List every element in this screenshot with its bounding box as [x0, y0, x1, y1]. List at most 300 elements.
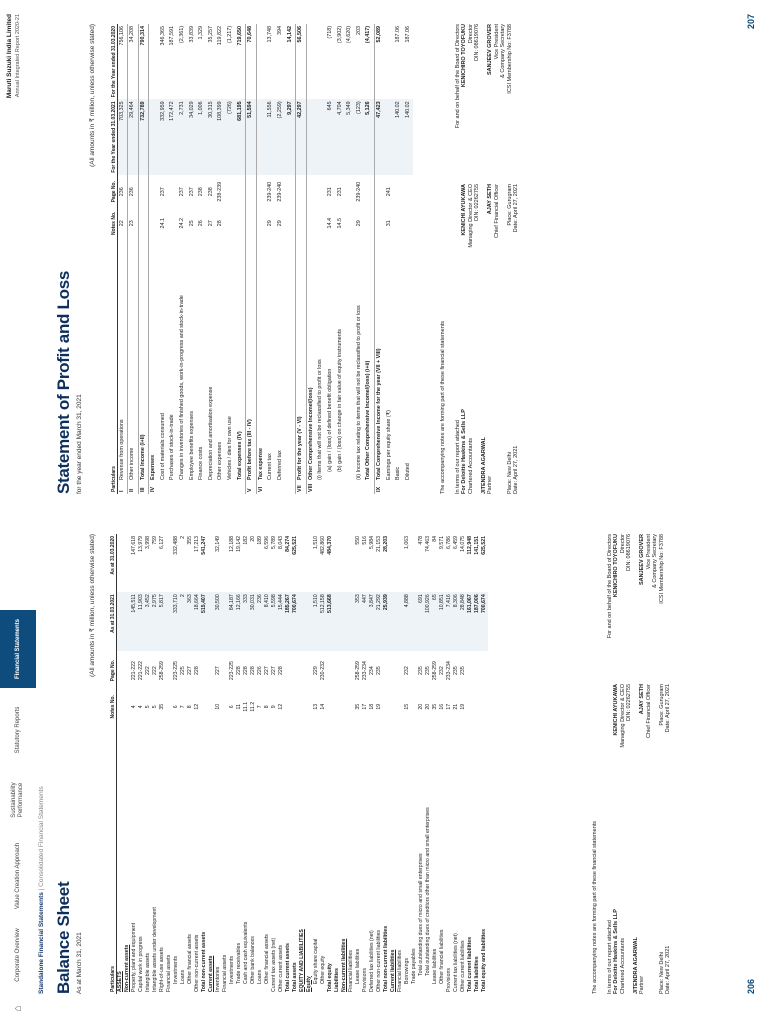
- pl-label: (i) Items that will not be reclassified to profit or loss: [317, 359, 324, 480]
- bs-page-cell: 226: [256, 666, 263, 675]
- bs-row: [460, 534, 467, 994]
- pl-label: Revenue from operations: [118, 419, 125, 480]
- bs-row: [194, 534, 201, 994]
- pl-signatures: [455, 24, 545, 494]
- pl-notes-cell: 24.2: [179, 218, 186, 229]
- bs-current-year-cell: 7,416: [446, 592, 453, 650]
- pl-notes-cell: 25: [188, 220, 195, 227]
- bs-previous-year-cell: 1,510: [312, 536, 319, 549]
- bs-page-cell: 228: [277, 666, 284, 675]
- bs-col-2021: As at 31.03.2021: [102, 592, 116, 650]
- pl-particulars-cell: [188, 238, 198, 494]
- bs-previous-year-cell: 141,151: [473, 536, 480, 555]
- pl-label: (b) gain / (loss) on change in fair value of equity instruments: [336, 329, 343, 472]
- bs-previous-year-cell: 478: [417, 536, 424, 545]
- breadcrumb-standalone[interactable]: Standalone Financial Statements: [38, 892, 45, 994]
- pl-label: Total Other Comprehensive Income/(loss) (i+ii): [365, 360, 372, 480]
- bs-notes-cell: 18: [368, 703, 375, 710]
- pl-row: [159, 24, 169, 494]
- bs-notes-cell: [201, 691, 208, 723]
- pl-label: Finance costs: [198, 446, 205, 480]
- bs-current-year-cell: 28,848: [460, 592, 467, 650]
- bs-previous-year-cell: 13,979: [137, 536, 144, 552]
- bs-notes-cell: 14: [319, 703, 326, 710]
- bs-previous-year-cell: 484,370: [326, 536, 333, 555]
- bs-particulars-cell: [474, 723, 481, 994]
- pl-notes-cell: 22: [117, 209, 128, 238]
- bs-previous-year-cell: 6,786: [445, 536, 452, 549]
- profit-loss-title: Statement of Profit and Loss: [54, 270, 73, 494]
- bs-particulars-cell: [257, 723, 264, 994]
- profit-loss-header-row: [102, 24, 117, 494]
- pl-notes-cell: 29: [277, 220, 283, 227]
- pl-label: Total expenses (IV): [236, 431, 243, 480]
- pl-page-cell: [345, 175, 355, 209]
- bs-current-year-cell: 513,668: [327, 592, 334, 650]
- bs-notes-cell: [166, 691, 173, 723]
- pl-previous-year-cell: 33,839: [188, 26, 195, 43]
- bs-current-year-cell: 236: [257, 592, 264, 650]
- bs-row: [292, 534, 299, 994]
- bs-row: [348, 534, 355, 994]
- bs-current-year-cell: [166, 592, 173, 650]
- bs-notes-cell: 9: [270, 705, 277, 709]
- bs-row: [264, 534, 271, 994]
- bs-page-cell: 221-222: [130, 661, 137, 681]
- signature-line: SANJEEV GROVER: [487, 24, 493, 76]
- bs-current-year-cell: 333,710: [173, 592, 180, 650]
- bs-row: [243, 534, 250, 994]
- bs-label: Financial assets: [221, 954, 228, 992]
- bs-current-year-cell: [124, 592, 131, 650]
- pl-previous-year-cell: [306, 24, 316, 99]
- bs-notes-cell: [208, 691, 215, 723]
- bs-particulars-cell: [397, 723, 404, 994]
- bs-label: EQUITY AND LIABILITIES: [298, 929, 305, 992]
- bs-row: [383, 534, 390, 994]
- pl-page-cell: 237: [159, 187, 166, 197]
- pl-notes-cell: 23: [128, 209, 139, 238]
- bs-previous-year-cell: 6,459: [452, 536, 459, 549]
- pl-previous-year-cell: 187.06: [404, 26, 411, 43]
- signature-line: DIN: 08619076: [474, 24, 480, 61]
- signature-line: & Company Secretary: [652, 534, 658, 588]
- bs-current-year-cell: 187,006: [474, 592, 481, 650]
- pl-row: [306, 24, 316, 494]
- bs-notes-cell: 19: [459, 703, 466, 710]
- bs-row: [159, 534, 166, 994]
- bs-page-cell: [474, 651, 481, 691]
- pl-particulars-cell: [266, 238, 276, 494]
- bs-current-year-cell: [411, 592, 418, 650]
- bs-label: Total equity and liabilities: [480, 928, 487, 992]
- bs-previous-year-cell: 6,596: [263, 536, 270, 549]
- pl-label: Expenses: [150, 454, 157, 480]
- bs-notes-cell: 5: [151, 705, 158, 709]
- pl-row: [276, 24, 286, 494]
- signature-line: For Deloitte Haskins & Sells LLP: [613, 909, 619, 994]
- bs-page-cell: 227: [186, 666, 193, 675]
- pl-previous-year-cell: 1,329: [198, 26, 205, 40]
- bs-notes-cell: 10: [214, 703, 221, 710]
- bs-page-cell: 223-225: [228, 661, 235, 681]
- bs-previous-year-cell: 482,860: [319, 536, 326, 555]
- bs-current-year-cell: [341, 592, 348, 650]
- pl-row: [374, 24, 384, 494]
- bs-current-year-cell: 700,674: [481, 592, 488, 650]
- bs-particulars-cell: [166, 723, 173, 994]
- bs-row: [362, 534, 369, 994]
- pl-label: Diluted: [404, 463, 411, 480]
- signature-line: Place: New Delhi: [506, 452, 513, 494]
- pl-page-cell: [316, 175, 326, 209]
- bs-current-year-cell: 333: [243, 592, 250, 650]
- bs-page-cell: 229: [312, 666, 319, 675]
- signature-line: Partner: [487, 475, 493, 494]
- pl-row: [404, 24, 414, 494]
- pl-notes-cell: [296, 209, 307, 238]
- bs-label: Other non-current liabilities: [375, 930, 382, 992]
- signature-line: ICSI Membership No: F3788: [658, 534, 665, 604]
- bs-particulars-cell: [369, 723, 376, 994]
- bs-notes-cell: 4: [130, 705, 137, 709]
- pl-page-cell: [256, 175, 266, 209]
- bs-label: Non-current liabilities: [340, 938, 347, 992]
- bs-label: Non-current assets: [123, 944, 130, 992]
- pl-particulars-cell: [326, 238, 336, 494]
- bs-current-year-cell: 100,926: [425, 592, 432, 650]
- signature-line: Chartered Accountants: [467, 438, 474, 494]
- bs-page-cell: [481, 651, 488, 691]
- bs-notes-cell: [334, 691, 341, 723]
- signature-line: Partner: [639, 975, 645, 994]
- pl-notes-cell: [149, 209, 159, 238]
- breadcrumb-consolidated[interactable]: Consolidated Financial Statements: [38, 786, 45, 887]
- pl-previous-year-cell: (4,620): [346, 26, 353, 44]
- nav-statutory-reports[interactable]: Statutory Reports: [14, 706, 21, 754]
- bs-page-cell: 225: [179, 666, 186, 675]
- pl-notes-cell: 14.4: [326, 218, 333, 229]
- bs-notes-cell: [481, 691, 488, 723]
- pl-notes-cell: [345, 209, 355, 238]
- bs-particulars-cell: [411, 723, 418, 994]
- bs-particulars-cell: [124, 723, 131, 994]
- bs-particulars-cell: [320, 723, 327, 994]
- pl-previous-year-cell: 756,106: [117, 24, 128, 99]
- bs-label: Capital work in progress: [137, 936, 144, 992]
- balance-sheet-section: [54, 534, 96, 994]
- bs-row: [166, 534, 173, 994]
- bs-particulars-cell: [313, 723, 320, 994]
- bs-row: [145, 534, 152, 994]
- bs-label: Intangible assets: [144, 953, 151, 992]
- bs-page-cell: 258-259: [431, 661, 438, 681]
- bs-row: [215, 534, 222, 994]
- pl-col-2021: For the Year ended 31.03.2021: [102, 99, 117, 174]
- bs-previous-year-cell: 20: [249, 536, 256, 542]
- pl-notes-cell: [138, 209, 149, 238]
- pl-current-year-cell: 140.02: [404, 99, 414, 174]
- pl-particulars-cell: [355, 238, 365, 494]
- pl-row: [128, 24, 139, 494]
- bs-page-cell: 228: [235, 666, 242, 675]
- signature-line: Director: [467, 24, 474, 44]
- bs-current-year-cell: 8,306: [453, 592, 460, 650]
- pl-previous-year-cell: 790,314: [138, 24, 149, 99]
- signature-line: DIN: 02262755: [474, 184, 480, 221]
- pl-row: [256, 24, 266, 494]
- pl-previous-year-cell: 119,822: [217, 26, 224, 46]
- bs-current-year-cell: [299, 592, 306, 650]
- bs-previous-year-cell: 189: [256, 536, 263, 545]
- pl-notes-cell: 28: [217, 220, 224, 227]
- bs-page-cell: 258-259: [158, 661, 165, 681]
- pl-notes-cell: [286, 209, 296, 238]
- pl-row: [345, 24, 355, 494]
- bs-notes-cell: 6: [172, 705, 179, 709]
- signature-line: AJAY SETH: [487, 184, 493, 215]
- pl-page-cell: 239-240: [277, 181, 283, 202]
- pl-row: [316, 24, 326, 494]
- bs-page-cell: [341, 651, 348, 691]
- pl-current-year-cell: 140.02: [394, 99, 404, 174]
- balance-sheet-body: [116, 534, 488, 994]
- bs-notes-cell: 16: [438, 703, 445, 710]
- bs-particulars-cell: [432, 723, 439, 994]
- bs-previous-year-cell: 147,618: [130, 536, 137, 555]
- bs-notes-cell: 17: [445, 703, 452, 710]
- bs-notes-cell: 7: [179, 705, 186, 709]
- bs-label: Other current assets: [277, 945, 284, 992]
- pl-roman-numeral: VIII: [307, 483, 314, 492]
- bs-page-cell: 234: [368, 666, 375, 675]
- pl-particulars-cell: [256, 238, 266, 494]
- pl-label: Total Income (I+II): [139, 434, 146, 480]
- bs-notes-cell: 11: [235, 704, 242, 710]
- bs-label: Total non-current assets: [200, 931, 207, 992]
- pl-particulars-cell: [336, 238, 346, 494]
- bs-notes-cell: 20: [417, 703, 424, 710]
- bs-notes-cell: [306, 691, 313, 723]
- pl-label: Other expenses: [217, 441, 224, 480]
- bs-row: [320, 534, 327, 994]
- bs-label: Current tax liabilities (net): [452, 933, 459, 992]
- bs-previous-year-cell: [166, 534, 173, 592]
- pl-row: [226, 24, 236, 494]
- bs-current-year-cell: 515,407: [201, 592, 208, 650]
- bs-row: [418, 534, 425, 994]
- bs-label: Loans: [179, 969, 186, 984]
- nav-corporate-overview[interactable]: Corporate Overview: [14, 928, 21, 982]
- pl-notes-cell: [246, 209, 257, 238]
- bs-label: Inventories: [214, 966, 221, 992]
- bs-label: Current assets: [207, 955, 214, 992]
- bs-particulars-cell: [250, 723, 257, 994]
- bs-notes-cell: [292, 691, 299, 723]
- pl-page-cell: [286, 175, 296, 209]
- balance-sheet-amounts-note: (All amounts in ₹ million, unless otherwise stated): [89, 534, 96, 677]
- signature-line: Chartered Accountants: [619, 938, 626, 994]
- pl-row: [207, 24, 217, 494]
- signature-line: Managing Director & CEO: [619, 684, 626, 748]
- signature-line: KENICHI AYUKAWA: [613, 684, 619, 736]
- nav-sustainability[interactable]: Sustainability Performance: [11, 782, 24, 818]
- pl-page-cell: 231: [336, 187, 343, 197]
- bs-current-year-cell: 145,511: [131, 592, 138, 650]
- pl-row: [197, 24, 207, 494]
- bs-particulars-cell: [236, 723, 243, 994]
- pl-current-year-cell: [306, 99, 316, 174]
- bs-particulars-cell: [229, 723, 236, 994]
- bs-notes-cell: 21: [452, 703, 459, 710]
- pl-particulars-cell: [345, 238, 355, 494]
- home-icon[interactable]: ⌂: [12, 1005, 24, 1012]
- bs-notes-cell: 8: [186, 705, 193, 709]
- bs-page-cell: [285, 651, 292, 691]
- bs-particulars-cell: [278, 723, 285, 994]
- bs-label: Total current liabilities: [466, 937, 473, 992]
- bs-signatures: [607, 534, 697, 994]
- pl-particulars-cell: [385, 238, 395, 494]
- pl-current-year-cell: 29,464: [128, 99, 139, 174]
- bs-label: Other financial liabilities: [438, 929, 445, 984]
- bs-label: Intangible assets under development: [151, 907, 158, 992]
- bs-row: [250, 534, 257, 994]
- bs-row: [222, 534, 229, 994]
- bs-row: [467, 534, 474, 994]
- bs-sign-management: [607, 684, 672, 814]
- pl-notes-cell: 29: [355, 220, 362, 227]
- pl-row: [178, 24, 188, 494]
- bs-current-year-cell: 18,664: [194, 592, 201, 650]
- bs-row: [229, 534, 236, 994]
- nav-financial-statements[interactable]: Financial Statements: [0, 610, 36, 688]
- bs-previous-year-cell: 6,127: [158, 536, 165, 549]
- bs-previous-year-cell: 541,247: [200, 536, 207, 555]
- pl-page-cell: 236: [128, 175, 139, 209]
- bs-page-cell: 227: [214, 666, 221, 675]
- bs-notes-cell: [116, 691, 124, 723]
- bs-previous-year-cell: 182: [242, 536, 249, 545]
- bs-col-2020: As at 31.03.2020: [102, 534, 116, 592]
- pl-sign-auditor: [455, 344, 520, 494]
- bs-label: Investments: [228, 956, 235, 984]
- pl-label: Purchases of stock-in-trade: [169, 414, 176, 480]
- bs-notes-cell: [299, 691, 306, 723]
- bs-sign-board: [607, 534, 672, 674]
- bs-current-year-cell: 11,903: [138, 592, 145, 650]
- bs-label: Deferred tax liabilities (net): [368, 930, 375, 992]
- bs-page-cell: 230-232: [319, 661, 326, 681]
- signature-line: For Deloitte Haskins & Sells LLP: [461, 409, 467, 494]
- bs-particulars-cell: [222, 723, 229, 994]
- pl-col-notes: Notes No.: [102, 209, 117, 238]
- profit-loss-subtitle: for the year ended March 31, 2021: [76, 394, 83, 494]
- pl-label: Cost of materials consumed: [159, 413, 166, 480]
- bs-particulars-cell: [299, 723, 306, 994]
- pl-row: [336, 24, 346, 494]
- bs-label: Other equity: [319, 955, 326, 984]
- pl-particulars-cell: [364, 238, 374, 494]
- bs-previous-year-cell: [116, 534, 124, 592]
- bs-previous-year-cell: 5,789: [270, 536, 277, 549]
- bs-previous-year-cell: 9,571: [438, 536, 445, 549]
- pl-label: Basic: [395, 466, 402, 480]
- breadcrumb: [38, 786, 45, 994]
- bs-particulars-cell: [355, 723, 362, 994]
- bs-particulars-cell: [404, 723, 411, 994]
- pl-page-cell: 237: [179, 187, 186, 197]
- bs-current-year-cell: [390, 592, 397, 650]
- bs-current-year-cell: 15,444: [278, 592, 285, 650]
- bs-current-year-cell: [222, 592, 229, 650]
- bs-page-cell: [116, 651, 124, 691]
- signature-line: DIN: 02262755: [626, 684, 632, 721]
- signature-line: Managing Director & CEO: [467, 184, 474, 248]
- bs-previous-year-cell: 74,463: [424, 536, 431, 552]
- bs-particulars-cell: [446, 723, 453, 994]
- pl-previous-year-cell: 187,591: [169, 26, 176, 46]
- bs-label: Other non-current assets: [193, 934, 200, 992]
- bs-current-year-cell: 2: [180, 592, 187, 650]
- pl-label: Profit before tax (III - IV): [247, 419, 254, 480]
- bs-notes-cell: [383, 691, 390, 723]
- pl-current-year-cell: [385, 99, 395, 174]
- signature-line: KENICHIRO TOYOFUKU: [613, 534, 619, 598]
- bs-particulars-cell: [467, 723, 474, 994]
- bs-page-cell: 235: [452, 666, 459, 675]
- bs-current-year-cell: 691: [418, 592, 425, 650]
- bs-current-year-cell: [306, 592, 313, 650]
- bs-notes-cell: [222, 691, 229, 723]
- bs-particulars-cell: [418, 723, 425, 994]
- bs-row: [355, 534, 362, 994]
- bs-row: [327, 534, 334, 994]
- bs-current-year-cell: 12,166: [236, 592, 243, 650]
- pl-current-year-cell: [256, 99, 266, 174]
- pl-particulars-cell: [286, 238, 296, 494]
- bs-previous-year-cell: 1,063: [403, 536, 410, 549]
- signature-line: Vice President: [493, 24, 500, 60]
- pl-page-cell: 237: [188, 187, 195, 197]
- pl-previous-year-cell: 35,257: [207, 26, 214, 43]
- bs-current-year-cell: 353: [355, 592, 362, 650]
- bs-row: [138, 534, 145, 994]
- top-navigation: [0, 0, 40, 1024]
- bs-notes-cell: [467, 691, 474, 723]
- pl-previous-year-cell: (1,217): [227, 26, 234, 44]
- bs-col-page: Page No.: [102, 651, 116, 691]
- bs-label: Borrowings: [403, 958, 410, 984]
- bs-label: Current liabilities: [389, 949, 396, 992]
- bs-page-cell: 228: [249, 666, 256, 675]
- bs-label: Total outstanding dues of micro and small enterprises: [417, 853, 424, 976]
- nav-value-creation[interactable]: Value Creation Approach: [14, 842, 21, 910]
- pl-roman-numeral: VI: [257, 486, 264, 492]
- bs-previous-year-cell: 332,488: [172, 536, 179, 555]
- bs-current-year-cell: 161,067: [467, 592, 474, 650]
- bs-previous-year-cell: 12,188: [228, 536, 235, 552]
- bs-notes-cell: 11.1: [242, 701, 249, 712]
- bs-row: [124, 534, 131, 994]
- pl-current-year-cell: 51,594: [246, 99, 257, 174]
- pl-page-cell: [236, 175, 246, 209]
- pl-particulars-cell: [236, 238, 246, 494]
- pl-current-year-cell: 703,325: [117, 99, 128, 174]
- pl-notes-cell: 26: [198, 220, 205, 227]
- profit-loss-table: [102, 24, 413, 494]
- pl-previous-year-cell: 13,748: [267, 26, 274, 43]
